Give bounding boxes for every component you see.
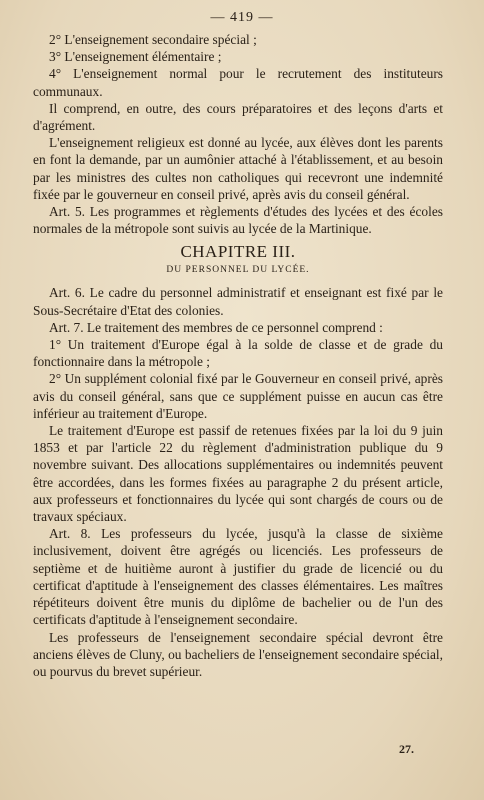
paragraph: 2° L'enseignement secondaire spécial ;	[49, 32, 257, 47]
paragraph: 2° Un supplément colonial fixé par le Gouverneur en conseil privé, après avis du conseil général, sans que ce supplément puisse en aucun cas être inférieur au traitement d'Europe.	[33, 371, 443, 421]
chapter-subtitle: DU PERSONNEL DU LYCÉE.	[166, 265, 310, 276]
printer-signature: 27.	[399, 742, 414, 756]
paragraph: 1° Un traitement d'Europe égal à la solde de classe et de grade du fonctionnaire dans la métropole ;	[33, 337, 443, 370]
paragraph: Art. 6. Le cadre du personnel administratif et enseignant est fixé par le Sous-Secrétaire d'Etat des colonies.	[33, 285, 443, 318]
paragraph: Il comprend, en outre, des cours préparatoires et des leçons d'arts et d'agrément.	[33, 100, 443, 134]
body-text	[33, 31, 443, 680]
paragraph: Art. 5. Les programmes et règlements d'études des lycées et des écoles normales de la métropole sont suivis au lycée de la Martinique.	[33, 204, 443, 237]
paragraph: 4° L'enseignement normal pour le recrutement des instituteurs communaux.	[33, 66, 443, 99]
paragraph: Art. 8. Les professeurs du lycée, jusqu'à la classe de sixième inclusivement, doivent être agrégés ou licenciés. Les professeurs de septième et de huitième auront à justifier du grade de licencié ou du certificat d'aptitude à l'enseignement des classes élémentaires. Les maîtres répétiteurs doivent être munis du diplôme de bachelier ou de l'un des certificats d'aptitude à l'enseignement secondaire.	[33, 526, 443, 628]
paragraph: Les professeurs de l'enseignement secondaire spécial devront être anciens élèves de Cluny, ou bacheliers de l'enseignement secondaire spécial, ou pourvus du brevet supérieur.	[33, 629, 443, 679]
paragraph: Art. 7. Le traitement des membres de ce personnel comprend :	[49, 319, 383, 335]
page-number: — 419 —	[210, 10, 274, 25]
paragraph: L'enseignement religieux est donné au lycée, aux élèves dont les parents en font la demande, par un aumônier attaché à l'établissement, et au besoin par les ministres des cultes non catholiques qui recevront une indemnité fixée par le gouverneur en conseil privé, après avis du conseil général.	[33, 135, 443, 202]
chapter-title: CHAPITRE III.	[180, 242, 296, 262]
paragraph: 3° L'enseignement élémentaire ;	[49, 49, 222, 65]
paragraph: Le traitement d'Europe est passif de retenues fixées par la loi du 9 juin 1853 et par l'article 22 du règlement d'administration publique du 9 novembre suivant. Des allocations supplémentaires ou indemnités peuvent être accordées, dans les formes fixées au paragraphe 2 du présent article, aux professeurs et fonctionnaires du lycée qui sont chargés de cours ou de travaux spéciaux.	[33, 423, 443, 525]
